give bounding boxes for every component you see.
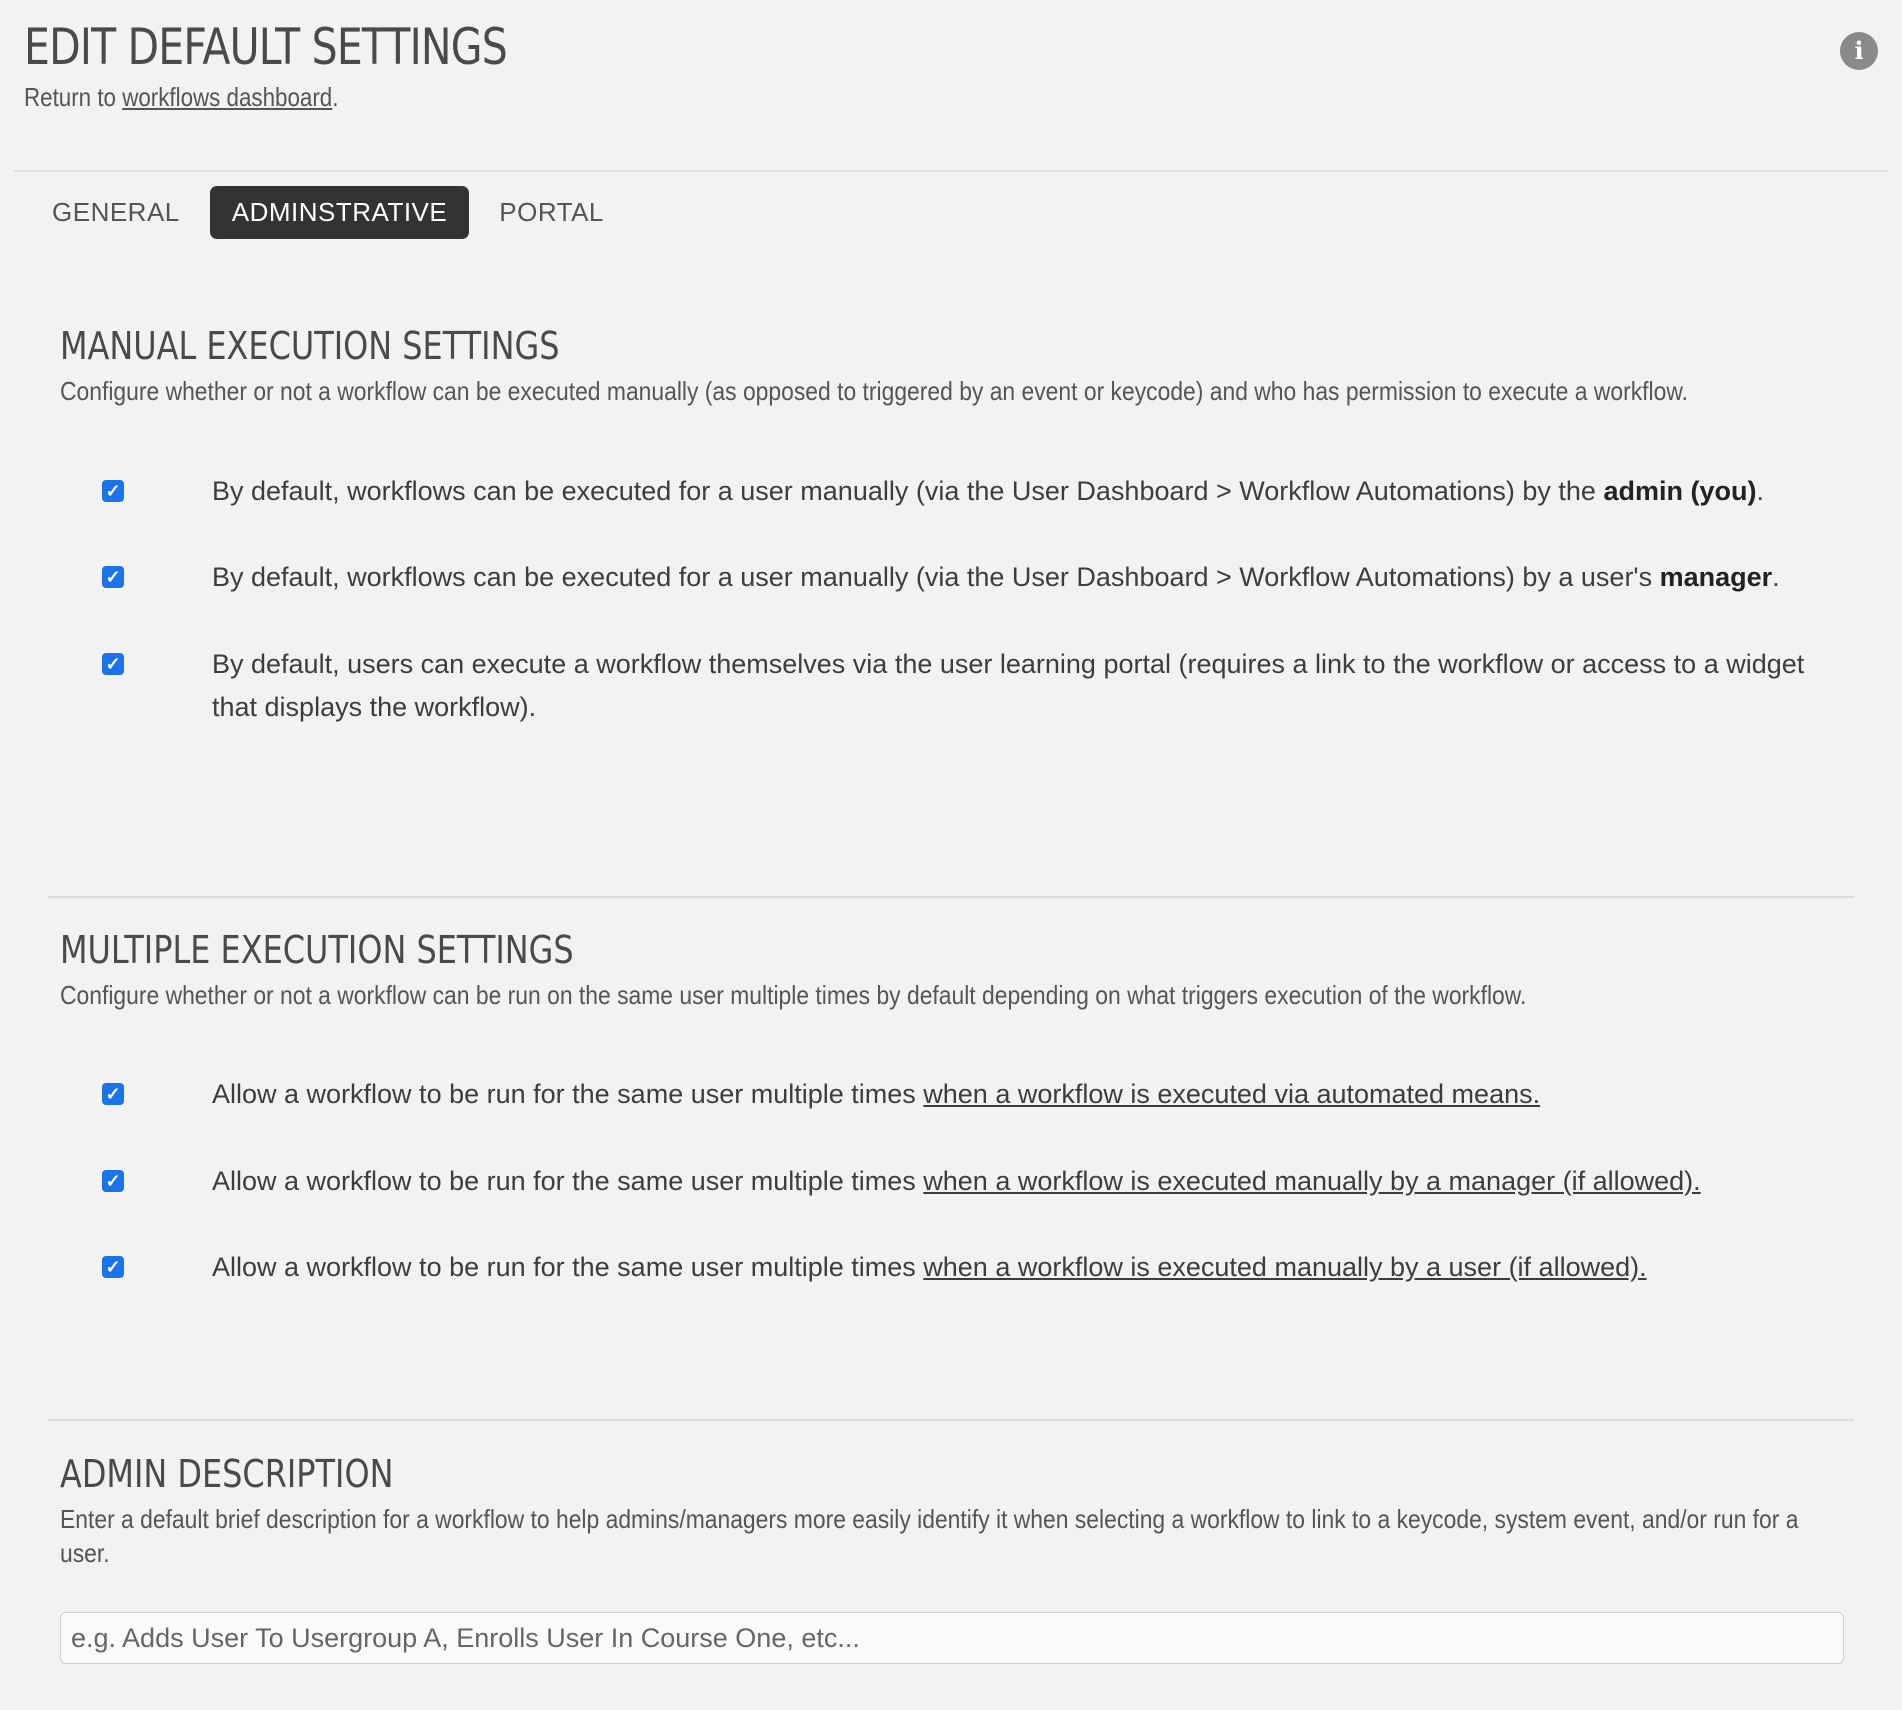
multiple-manager-label: Allow a workflow to be run for the same user multiple times when a workflow is executed manually by a manager (if allowed). [212, 1166, 1701, 1196]
header-divider [14, 170, 1888, 172]
admin-description-input[interactable] [60, 1612, 1844, 1664]
return-line [24, 82, 1618, 113]
admin-description-section [60, 1452, 1842, 1570]
section-divider [48, 896, 1854, 898]
manual-option-manager [102, 562, 1842, 599]
tab-general[interactable]: GENERAL [52, 197, 180, 227]
manual-section-title: MANUAL EXECUTION SETTINGS [60, 324, 560, 368]
tab-administrative[interactable]: ADMINSTRATIVE [210, 186, 469, 239]
manual-admin-checkbox[interactable]: ✓ [102, 480, 124, 502]
manual-manager-label: By default, workflows can be executed for a user manually (via the User Dashboard > Workflow Automations) by a user's manager. [212, 562, 1780, 592]
multiple-option-user [102, 1252, 1842, 1289]
settings-tabs [30, 186, 626, 239]
manual-section-desc: Configure whether or not a workflow can be executed manually (as opposed to triggered by an event or keycode) and who has permission to execute a workflow. [60, 376, 1688, 406]
admin-desc-title: ADMIN DESCRIPTION [60, 1452, 394, 1496]
multiple-option-automated [102, 1079, 1842, 1116]
multiple-user-checkbox[interactable]: ✓ [102, 1256, 124, 1278]
manual-option-user [102, 649, 1842, 729]
manual-execution-section [60, 324, 1842, 408]
multiple-manager-checkbox[interactable]: ✓ [102, 1170, 124, 1192]
return-prefix: Return to [24, 82, 123, 112]
multiple-option-manager [102, 1166, 1842, 1203]
page-title: EDIT DEFAULT SETTINGS [24, 18, 507, 76]
manual-admin-label: By default, workflows can be executed for a user manually (via the User Dashboard > Workflow Automations) by the admin (you). [212, 476, 1764, 506]
multiple-user-label: Allow a workflow to be run for the same user multiple times when a workflow is executed manually by a user (if allowed). [212, 1252, 1647, 1282]
multiple-section-title: MULTIPLE EXECUTION SETTINGS [60, 928, 574, 972]
admin-desc-text: Enter a default brief description for a workflow to help admins/managers more easily identify it when selecting a workflow to link to a keycode, system event, and/or run for a user. [60, 1504, 1799, 1568]
multiple-automated-checkbox[interactable]: ✓ [102, 1083, 124, 1105]
page-header [24, 16, 1878, 113]
workflows-dashboard-link[interactable]: workflows dashboard [122, 82, 333, 112]
tab-portal[interactable]: PORTAL [499, 197, 604, 227]
manual-option-admin [102, 476, 1842, 513]
manual-manager-checkbox[interactable]: ✓ [102, 566, 124, 588]
section-divider [48, 1419, 1854, 1421]
multiple-automated-label: Allow a workflow to be run for the same user multiple times when a workflow is executed via automated means. [212, 1079, 1541, 1109]
multiple-section-desc: Configure whether or not a workflow can be run on the same user multiple times by default depending on what triggers execution of the workflow. [60, 980, 1527, 1010]
multiple-execution-section [60, 928, 1842, 1012]
manual-user-label: By default, users can execute a workflow themselves via the user learning portal (requires a link to the workflow or access to a widget that displays the workflow). [212, 649, 1805, 722]
return-suffix: . [332, 82, 339, 112]
manual-user-checkbox[interactable]: ✓ [102, 653, 124, 675]
info-icon[interactable]: i [1840, 32, 1878, 70]
